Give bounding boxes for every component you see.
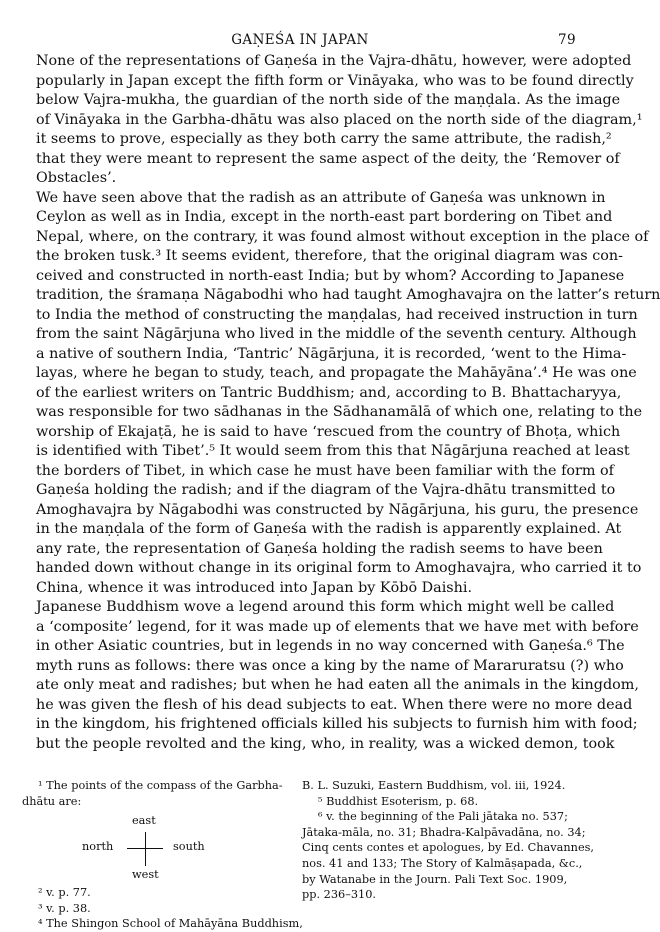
text-line: is identified with Tibet’.⁵ It would seem from this that Nāgārjuna reached at least [36,443,630,459]
text-line: handed down without change in its original form to Amoghavajra, who carried it to [36,560,642,576]
text-line: from the saint Nāgārjuna who lived in the middle of the seventh century. Although [36,326,637,342]
text-line: in the kingdom, his frightened officials killed his subjects to furnish him with food; [36,716,638,732]
footnotes-left-column [22,778,303,932]
text-line: in the maṇḍala of the form of Gaṇeśa with the radish is apparently explained. At [36,521,622,537]
text-line: but the people revolted and the king, who, in reality, was a wicked demon, took [36,735,615,752]
compass-west-label: west [132,868,159,882]
footnote-3: ³ v. p. 38. [38,901,91,915]
footnote-6-continued: pp. 236–310. [302,888,377,902]
text-line: that they were meant to represent the same aspect of the deity, the ‘Remover of [36,150,620,167]
footnote-6-continued: by Watanabe in the Journ. Pali Text Soc. 1909, [302,872,568,886]
text-line: ate only meat and radishes; but when he had eaten all the animals in the kingdom, [36,677,639,693]
text-line: None of the representations of Gaṇeśa in the Vajra-dhātu, however, were adopted [36,53,632,69]
text-line: the broken tusk.³ It seems evident, therefore, that the original diagram was con- [36,248,623,264]
footnote-6-continued: Jātaka-māla, no. 31; Bhadra-Kalpāvadāna, no. 34; [302,825,586,839]
compass-east-label: east [132,814,156,828]
footnote-6-continued: nos. 41 and 133; The Story of Kalmāṣapada, &c., [302,856,583,870]
text-line: below Vajra-mukha, the guardian of the north side of the maṇḍala. As the image [36,92,621,108]
footnote-2: ² v. p. 77. [38,886,91,900]
text-line: We have seen above that the radish as an attribute of Gaṇeśa was unknown in [36,189,606,206]
footnote-4-continued: B. L. Suzuki, Eastern Buddhism, vol. iii, 1924. [302,779,566,792]
paragraph-3 [22,598,639,754]
footnote-4: ⁴ The Shingon School of Mahāyāna Buddhism, [38,917,303,931]
text-line: Amoghavajra by Nāgabodhi was constructed by Nāgārjuna, his guru, the presence [36,501,639,518]
text-line: myth runs as follows: there was once a king by the name of Mararuratsu (?) who [36,657,624,674]
text-line: of Vināyaka in the Garbha-dhātu was also placed on the north side of the diagram,¹ [36,111,643,128]
text-line: popularly in Japan except the fifth form or Vināyaka, who was to be found directly [36,72,634,89]
text-line: a native of southern India, ‘Tantric’ Nāgārjuna, it is recorded, ‘went to the Hima- [36,345,627,362]
text-line: layas, where he began to study, teach, and propagate the Mahāyāna’.⁴ He was one [36,365,637,381]
text-line: China, whence it was introduced into Japan by Kōbō Daishi. [36,579,473,596]
footnote-6-continued: Cinq cents contes et apologues, by Ed. Chavannes, [302,841,595,855]
body-text [22,52,660,754]
text-line: was responsible for two sādhanas in the Sādhanamālā of which one, relating to the [36,404,643,420]
text-line: Gaṇeśa holding the radish; and if the diagram of the Vajra-dhātu transmitted to [36,482,616,498]
running-title: GAṆEŚA IN JAPAN [231,32,369,48]
footnote-1-continued: dhātu are: [22,794,82,808]
text-line: of the earliest writers on Tantric Buddhism; and, according to B. Bhattacharyya, [36,384,622,401]
compass-south-label: south [173,840,205,854]
footnote-1: ¹ The points of the compass of the Garbha- [38,779,283,792]
compass-diagram [82,813,232,883]
text-line: Japanese Buddhism wove a legend around this form which might well be called [36,599,615,615]
page-number: 79 [558,32,576,48]
paragraph-1 [22,52,643,189]
running-header [22,32,578,50]
footnote-6: ⁶ v. the beginning of the Pali jātaka no. 537; [318,810,568,824]
footnote-5: ⁵ Buddhist Esoterism, p. 68. [318,794,479,808]
footnotes-right-column [302,778,595,903]
paragraph-2 [22,189,660,599]
text-line: any rate, the representation of Gaṇeśa holding the radish seems to have been [36,540,603,557]
text-line: Nepal, where, on the contrary, it was found almost without exception in the place of [36,228,649,245]
text-line: a ‘composite’ legend, for it was made up of elements that we have met with before [36,618,639,635]
text-line: ceived and constructed in north-east India; but by whom? According to Japanese [36,267,625,284]
text-line: to India the method of constructing the maṇḍalas, had received instruction in turn [36,306,638,323]
text-line: the borders of Tibet, in which case he must have been familiar with the form of [36,462,614,479]
text-line: Ceylon as well as in India, except in the north-east part bordering on Tibet and [36,209,613,225]
text-line: it seems to prove, especially as they both carry the same attribute, the radish,² [36,131,612,147]
text-line: in other Asiatic countries, but in legends in no way concerned with Gaṇeśa.⁶ The [36,638,625,654]
text-line: he was given the flesh of his dead subjects to eat. When there were no more dead [36,696,633,713]
text-line: tradition, the śramaṇa Nāgabodhi who had taught Amoghavajra on the latter’s return [36,287,660,303]
text-line: Obstacles’. [36,170,117,186]
text-line: worship of Ekajaṭā, he is said to have ‘rescued from the country of Bhoṭa, which [36,423,621,440]
compass-north-label: north [82,840,114,854]
compass-vertical-line [145,832,146,866]
